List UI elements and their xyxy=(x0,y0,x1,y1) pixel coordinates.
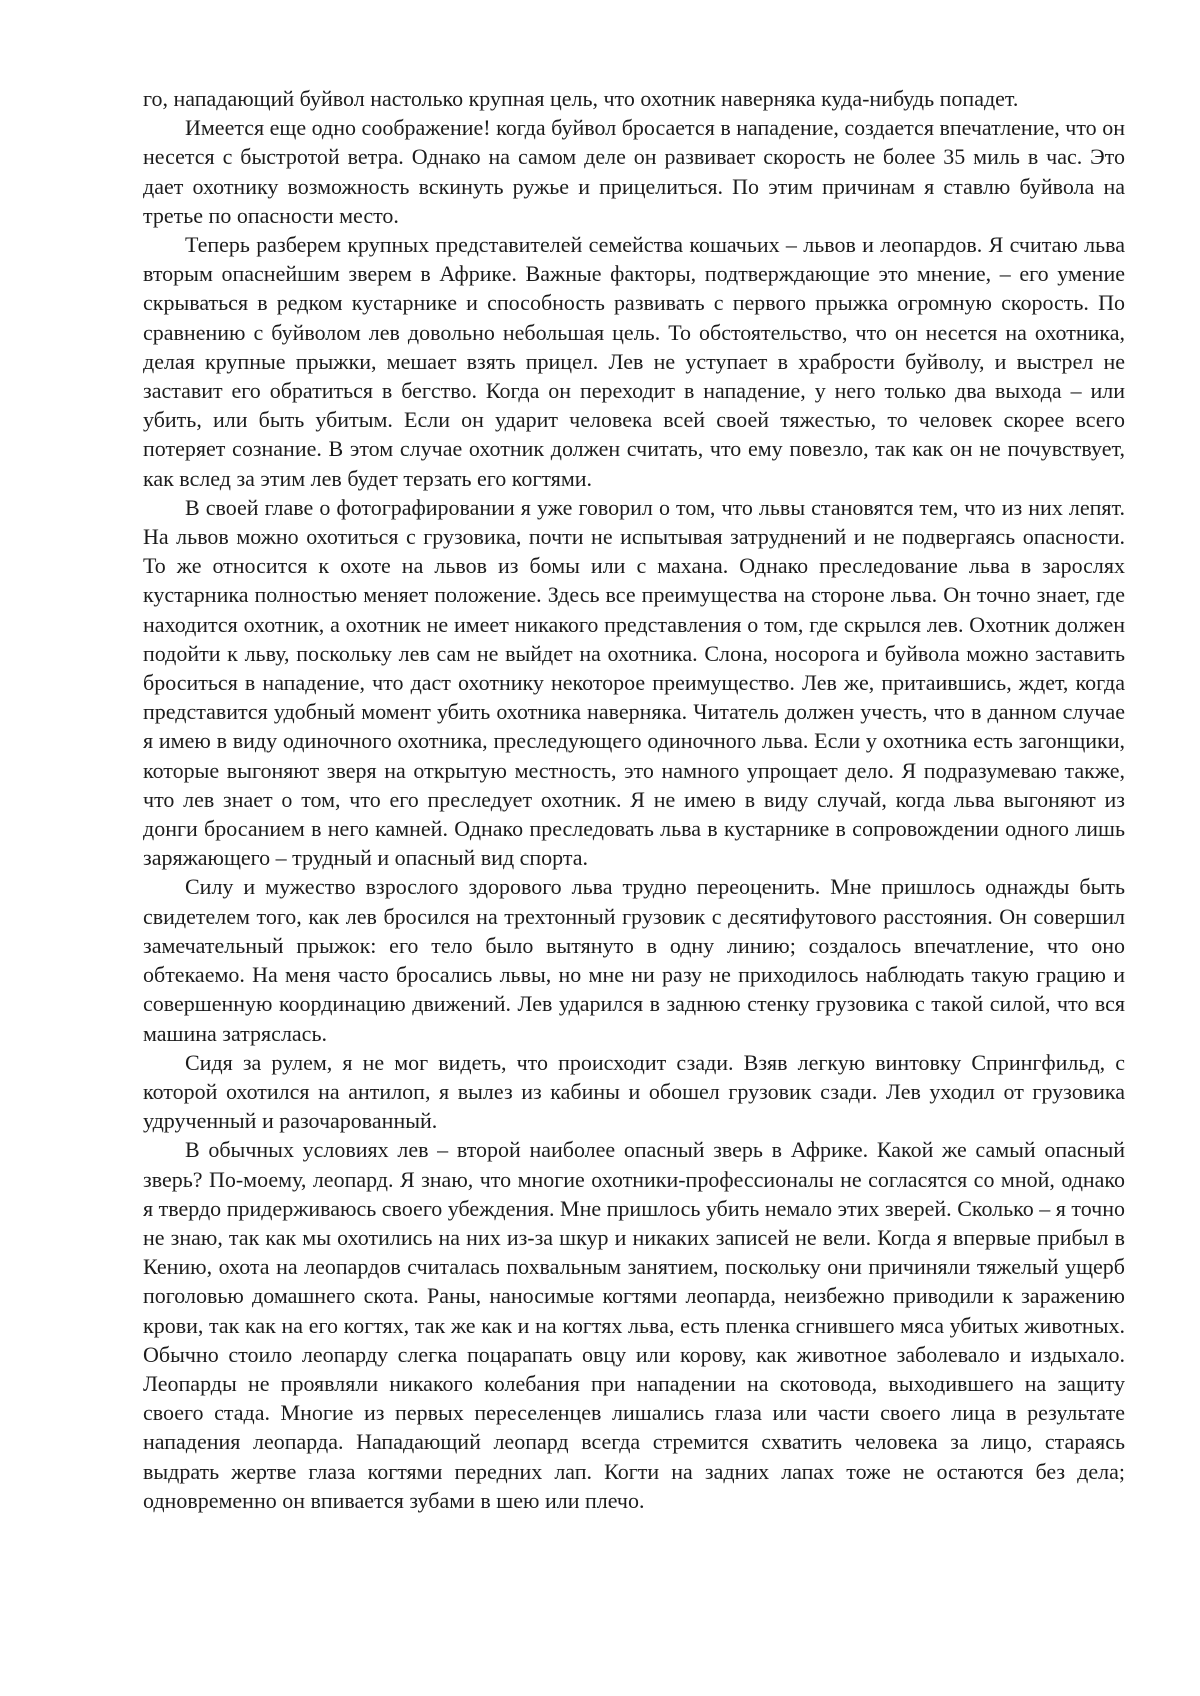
paragraph-lion-strength: Силу и мужество взрослого здорового льва трудно переоценить. Мне пришлось однажды быть свидетелем того, как лев бросился на трехтонный грузовик с десятифутового расстояния. Он совершил замечательный прыжок: его тело было вытянуто в одну линию; создалось впечатление, что оно обтекаемо. На меня часто бросались львы, но мне ни разу не приходилось наблюдать такую грацию и совершенную координацию движений. Лев ударился в заднюю стенку грузовика с такой силой, что вся машина затряслась. xyxy=(143,872,1125,1047)
paragraph-lion-hunting: В своей главе о фотографировании я уже говорил о том, что львы становятся тем, что из них лепят. На львов можно охотиться с грузовика, почти не испытывая затруднений и не подвергаясь опасности. То же относится к охоте на львов из бомы или с махана. Однако преследование льва в зарослях кустарника полностью меняет положение. Здесь все преимущества на стороне льва. Он точно знает, где находится охотник, а охотник не имеет никакого представления о том, где скрылся лев. Охотник должен подойти к льву, поскольку лев сам не выйдет на охотника. Слона, носорога и буйвола можно заставить броситься в нападение, что даст охотнику некоторое преимущество. Лев же, притаившись, ждет, когда представится удобный момент убить охотника наверняка. Читатель должен учесть, что в данном случае я имею в виду одиночного охотника, преследующего одиночного льва. Если у охотника есть загонщики, которые выгоняют зверя на открытую местность, это намного упрощает дело. Я подразумеваю также, что лев знает о том, что его преследует охотник. Я не имею в виду случай, когда льва выгоняют из донги бросанием в него камней. Однако преследовать льва в кустарнике в сопровождении одного лишь заряжающего – трудный и опасный вид спорта. xyxy=(143,493,1125,873)
paragraph-leopard: В обычных условиях лев – второй наиболее опасный зверь в Африке. Какой же самый опасный зверь? По-моему, леопард. Я знаю, что многие охотники-профессионалы не согласятся со мной, однако я твердо придерживаюсь своего убеждения. Мне пришлось убить немало этих зверей. Сколько – я точно не знаю, так как мы охотились на них из-за шкур и никаких записей не вели. Когда я впервые прибыл в Кению, охота на леопардов считалась похвальным занятием, поскольку они причиняли тяжелый ущерб поголовью домашнего скота. Раны, наносимые когтями леопарда, неизбежно приводили к заражению крови, так как на его когтях, так же как и на когтях льва, есть пленка сгнившего мяса убитых животных. Обычно стоило леопарду слегка поцарапать овцу или корову, как животное заболевало и издыхало. Леопарды не проявляли никакого колебания при нападении на скотовода, выходившего на защиту своего стада. Многие из первых переселенцев лишались глаза или части своего лица в результате нападения леопарда. Нападающий леопард всегда стремится схватить человека за лицо, стараясь выдрать жертве глаза когтями передних лап. Когти на задних лапах тоже не остаются без дела; одновременно он впивается зубами в шею или плечо. xyxy=(143,1135,1125,1515)
paragraph-buffalo-speed: Имеется еще одно соображение! когда буйвол бросается в нападение, создается впечатление, что он несется с быстротой ветра. Однако на самом деле он развивает скорость не более 35 миль в час. Это дает охотнику возможность вскинуть ружье и прицелиться. По этим причинам я ставлю буйвола на третье по опасности место. xyxy=(143,113,1125,230)
document-page xyxy=(143,84,1125,1515)
paragraph-continuation: го, нападающий буйвол настолько крупная цель, что охотник наверняка куда-нибудь попадет. xyxy=(143,84,1125,113)
paragraph-truck-incident: Сидя за рулем, я не мог видеть, что происходит сзади. Взяв легкую винтовку Спрингфильд, с которой охотился на антилоп, я вылез из кабины и обошел грузовик сзади. Лев уходил от грузовика удрученный и разочарованный. xyxy=(143,1048,1125,1136)
paragraph-lion-danger: Теперь разберем крупных представителей семейства кошачьих – львов и леопардов. Я считаю льва вторым опаснейшим зверем в Африке. Важные факторы, подтверждающие это мнение, – его умение скрываться в редком кустарнике и способность развивать с первого прыжка огромную скорость. По сравнению с буйволом лев довольно небольшая цель. То обстоятельство, что он несется на охотника, делая крупные прыжки, мешает взять прицел. Лев не уступает в храбрости буйволу, и выстрел не заставит его обратиться в бегство. Когда он переходит в нападение, у него только два выхода – или убить, или быть убитым. Если он ударит человека всей своей тяжестью, то человек скорее всего потеряет сознание. В этом случае охотник должен считать, что ему повезло, так как он не почувствует, как вслед за этим лев будет терзать его когтями. xyxy=(143,230,1125,493)
